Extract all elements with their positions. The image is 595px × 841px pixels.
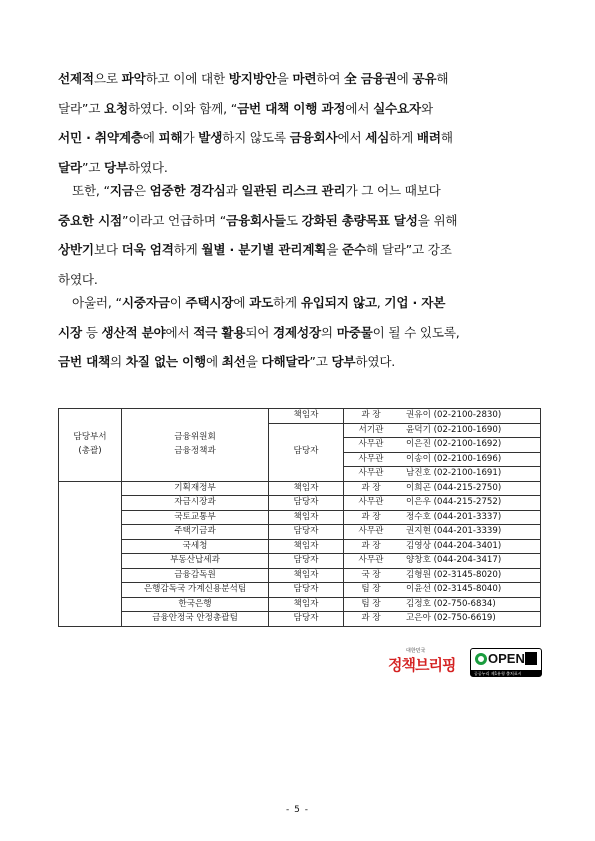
dept-sub: (총괄): [78, 445, 102, 456]
emphasis-text: 최선: [221, 354, 246, 369]
emphasis-text: 요청: [104, 100, 128, 116]
emphasis-text: 월별 · 분기별 관리계획: [201, 242, 327, 257]
emphasis-text: 세심: [365, 130, 390, 145]
body-text: 이: [169, 295, 186, 310]
emphasis-text: 적극 활용: [193, 324, 246, 340]
body-text: ”고: [309, 354, 332, 369]
body-text: 의: [110, 354, 126, 369]
body-text: 가: [182, 130, 199, 145]
emphasis-text: 방지방안: [228, 71, 277, 86]
emphasis-text: 시장: [58, 324, 82, 340]
body-text: 하였다.: [127, 159, 168, 175]
emphasis-text: 기업 · 자본: [384, 295, 446, 310]
position-cell: 과 장: [344, 409, 399, 424]
emphasis-text: 유입되지 않고: [300, 295, 377, 310]
position-cell: 사무관: [344, 452, 399, 467]
body-text: 와: [420, 100, 433, 116]
table-row: [59, 481, 541, 496]
emphasis-text: 일관된 리스크 관리: [241, 183, 346, 198]
dept-label: 담당부서: [73, 432, 107, 443]
emphasis-text: 상반기: [58, 242, 94, 257]
emphasis-text: 당부: [104, 159, 128, 175]
body-text: 하였다.: [58, 271, 98, 287]
paragraph-productive-funds: [58, 288, 540, 377]
role-cell: 담당자: [269, 496, 344, 511]
org-unit: 은행감독국 가계신용분석팀: [122, 583, 269, 598]
body-text: 에: [233, 295, 250, 310]
emphasis-text: 주택시장: [185, 295, 234, 310]
body-text: 에서: [337, 130, 366, 145]
emphasis-text: 준수: [342, 242, 366, 257]
emphasis-text: 발생: [198, 130, 223, 145]
body-text: 에: [396, 71, 413, 86]
body-text: 으로: [93, 71, 122, 86]
position-cell: 과 장: [344, 612, 399, 627]
emphasis-text: 지금: [109, 183, 134, 198]
role-cell: 책임자: [269, 481, 344, 496]
position-cell: 사무관: [344, 467, 399, 482]
org-unit: 금융안정국 안정총괄팀: [122, 612, 269, 627]
dept-cell-empty: [59, 481, 122, 626]
paragraph-line: [58, 64, 540, 94]
body-text: 을: [326, 242, 343, 257]
body-text: 등: [81, 324, 102, 340]
name-phone-cell: 윤덕기 (02-2100-1690): [398, 423, 541, 438]
emphasis-text: 당부: [331, 354, 356, 369]
paragraph-line: [58, 318, 540, 348]
name-phone-cell: 이은우 (044-215-2752): [398, 496, 541, 511]
emphasis-text: 금융회사: [289, 130, 338, 145]
body-text: 이 될 수 있도록,: [372, 324, 460, 340]
emphasis-text: 배려: [416, 130, 441, 145]
table-row: [59, 597, 541, 612]
role-cell: 담당자: [269, 583, 344, 598]
emphasis-text: 강화된 총량목표 달성: [301, 212, 418, 228]
position-cell: 팀 장: [344, 583, 399, 598]
role-cell: 책임자: [269, 568, 344, 583]
emphasis-text: 마중물: [336, 324, 373, 340]
name-phone-cell: 이윤선 (02-3145-8040): [398, 583, 541, 598]
role-cell: 책임자: [269, 597, 344, 612]
body-text: 하여: [316, 71, 345, 86]
position-cell: 서기관: [344, 423, 399, 438]
emphasis-text: 금융회사들: [226, 212, 286, 228]
dept-cell: [59, 409, 122, 482]
position-cell: 사무관: [344, 554, 399, 569]
position-cell: 사무관: [344, 496, 399, 511]
org-name: 금융위원회: [174, 432, 216, 443]
kogl-open-license-logo: [470, 648, 542, 677]
position-cell: 팀 장: [344, 597, 399, 612]
body-text: ”고: [81, 159, 105, 175]
body-text: 과: [225, 183, 242, 198]
paragraph-risk-management: [58, 176, 540, 294]
body-text: 되어: [245, 324, 274, 340]
paragraph-line: [58, 176, 540, 206]
name-phone-cell: 고은아 (02-750-6619): [398, 612, 541, 627]
position-cell: 과 장: [344, 481, 399, 496]
paragraph-line: [58, 94, 540, 124]
body-text: 의: [320, 324, 337, 340]
body-text: 에: [206, 354, 222, 369]
contact-table: [58, 408, 541, 627]
body-text: ”이라고 언급하며 “: [122, 212, 227, 228]
body-text: 하지 않도록: [222, 130, 290, 145]
body-text: 해: [436, 71, 449, 86]
body-text: 에서: [345, 100, 374, 116]
body-text: 을: [276, 71, 293, 86]
body-text: 하였다. 이와 함께, “: [127, 100, 238, 116]
name-phone-cell: 양창호 (044-204-3417): [398, 554, 541, 569]
emphasis-text: 시중자금: [121, 295, 170, 310]
position-cell: 과 장: [344, 510, 399, 525]
emphasis-text: 선제적: [58, 71, 94, 86]
org-unit: 자금시장과: [122, 496, 269, 511]
table-row: [59, 583, 541, 598]
emphasis-text: 파악: [121, 71, 146, 86]
body-text: 에서: [165, 324, 194, 340]
org-unit: 부동산납세과: [122, 554, 269, 569]
body-text: 은: [133, 183, 150, 198]
body-text: 보다: [93, 242, 122, 257]
emphasis-text: 달라: [58, 159, 82, 175]
paragraph-request-prevention: [58, 64, 540, 182]
body-text: 하고 이에 대한: [145, 71, 229, 86]
emphasis-text: 마련: [292, 71, 317, 86]
name-phone-cell: 권지현 (044-201-3339): [398, 525, 541, 540]
body-text: 해 달라”고 강조: [365, 242, 452, 257]
emphasis-text: 금번 대책: [58, 354, 111, 369]
body-text: 달라”고: [58, 100, 105, 116]
body-text: 도: [285, 212, 302, 228]
table-row: [59, 554, 541, 569]
name-phone-cell: 김영상 (044-204-3401): [398, 539, 541, 554]
body-text: 을: [245, 354, 262, 369]
open-ring-icon: [475, 653, 487, 665]
name-phone-cell: 권유이 (02-2100-2830): [398, 409, 541, 424]
table-row: [59, 568, 541, 583]
brief-logo-text: 정책브리핑: [388, 656, 456, 674]
body-text: ,: [376, 295, 385, 310]
license-bar-text: 공공누리 제1유형 출처표시: [474, 671, 522, 676]
table-row: [59, 525, 541, 540]
emphasis-text: 금번 대책 이행 과정: [237, 100, 346, 116]
brief-logo-small-text: 대한민국: [406, 648, 426, 654]
position-cell: 국 장: [344, 568, 399, 583]
role-cell: 담당자: [269, 525, 344, 540]
emphasis-text: 중요한 시점: [58, 212, 123, 228]
role-cell: 책임자: [269, 510, 344, 525]
body-text: 하게: [273, 295, 301, 310]
emphasis-text: 피해: [158, 130, 183, 145]
name-phone-cell: 남진호 (02-2100-1691): [398, 467, 541, 482]
org-name: 한국은행: [122, 597, 269, 612]
org-name: 기획재정부: [122, 481, 269, 496]
table-row: [59, 510, 541, 525]
emphasis-text: 경제성장: [273, 324, 321, 340]
paragraph-line: [58, 206, 540, 236]
body-text: 하게: [389, 130, 417, 145]
role-cell: 담당자: [269, 423, 344, 481]
position-cell: 과 장: [344, 539, 399, 554]
open-logo-text: OPEN: [488, 651, 525, 666]
emphasis-text: 과도: [249, 295, 274, 310]
name-phone-cell: 이희곤 (044-215-2750): [398, 481, 541, 496]
korea-policy-briefing-logo: [388, 647, 468, 677]
org-name: 국세청: [122, 539, 269, 554]
paragraph-line: [58, 123, 540, 153]
position-cell: 사무관: [344, 438, 399, 453]
name-phone-cell: 정수호 (044-201-3337): [398, 510, 541, 525]
table-row: [59, 612, 541, 627]
emphasis-text: 차질 없는 이행: [125, 354, 206, 369]
name-phone-cell: 이송이 (02-2100-1696): [398, 452, 541, 467]
body-text: 하게: [173, 242, 202, 257]
table-row: [59, 539, 541, 554]
org-unit: 금융정책과: [174, 445, 216, 456]
body-text: 가 그 어느 때보다: [345, 183, 441, 198]
body-text: 아울러, “: [72, 295, 122, 310]
paragraph-line: [58, 347, 540, 377]
body-text: 하였다.: [355, 354, 396, 369]
body-text: 또한, “: [72, 183, 110, 198]
org-cell-fsc: [122, 409, 269, 482]
paragraph-line: [58, 288, 540, 318]
body-text: 해: [440, 130, 453, 145]
org-name: 국토교통부: [122, 510, 269, 525]
emphasis-text: 全 금융권: [344, 71, 397, 86]
role-cell: 책임자: [269, 539, 344, 554]
emphasis-text: 엄중한 경각심: [149, 183, 226, 198]
table-row: [59, 409, 541, 424]
paragraph-line: [58, 235, 540, 265]
role-cell: 담당자: [269, 554, 344, 569]
table-row: [59, 496, 541, 511]
name-phone-cell: 김정호 (02-750-6834): [398, 597, 541, 612]
org-unit: 주택기금과: [122, 525, 269, 540]
emphasis-text: 서민 · 취약계층: [58, 130, 143, 145]
body-text: 에: [142, 130, 159, 145]
emphasis-text: 더욱 엄격: [121, 242, 174, 257]
emphasis-text: 실수요자: [373, 100, 421, 116]
body-text: 을 위해: [417, 212, 458, 228]
license-bar: [471, 670, 541, 676]
role-cell: 책임자: [269, 409, 344, 424]
emphasis-text: 생산적 분야: [101, 324, 166, 340]
emphasis-text: 공유: [412, 71, 437, 86]
name-phone-cell: 이은진 (02-2100-1692): [398, 438, 541, 453]
position-cell: 사무관: [344, 525, 399, 540]
attribution-icon: [525, 652, 537, 665]
name-phone-cell: 김형원 (02-3145-8020): [398, 568, 541, 583]
org-name: 금융감독원: [122, 568, 269, 583]
emphasis-text: 다해달라: [261, 354, 310, 369]
page-number: - 5 -: [286, 805, 309, 815]
role-cell: 담당자: [269, 612, 344, 627]
footer-logos: [388, 647, 540, 677]
